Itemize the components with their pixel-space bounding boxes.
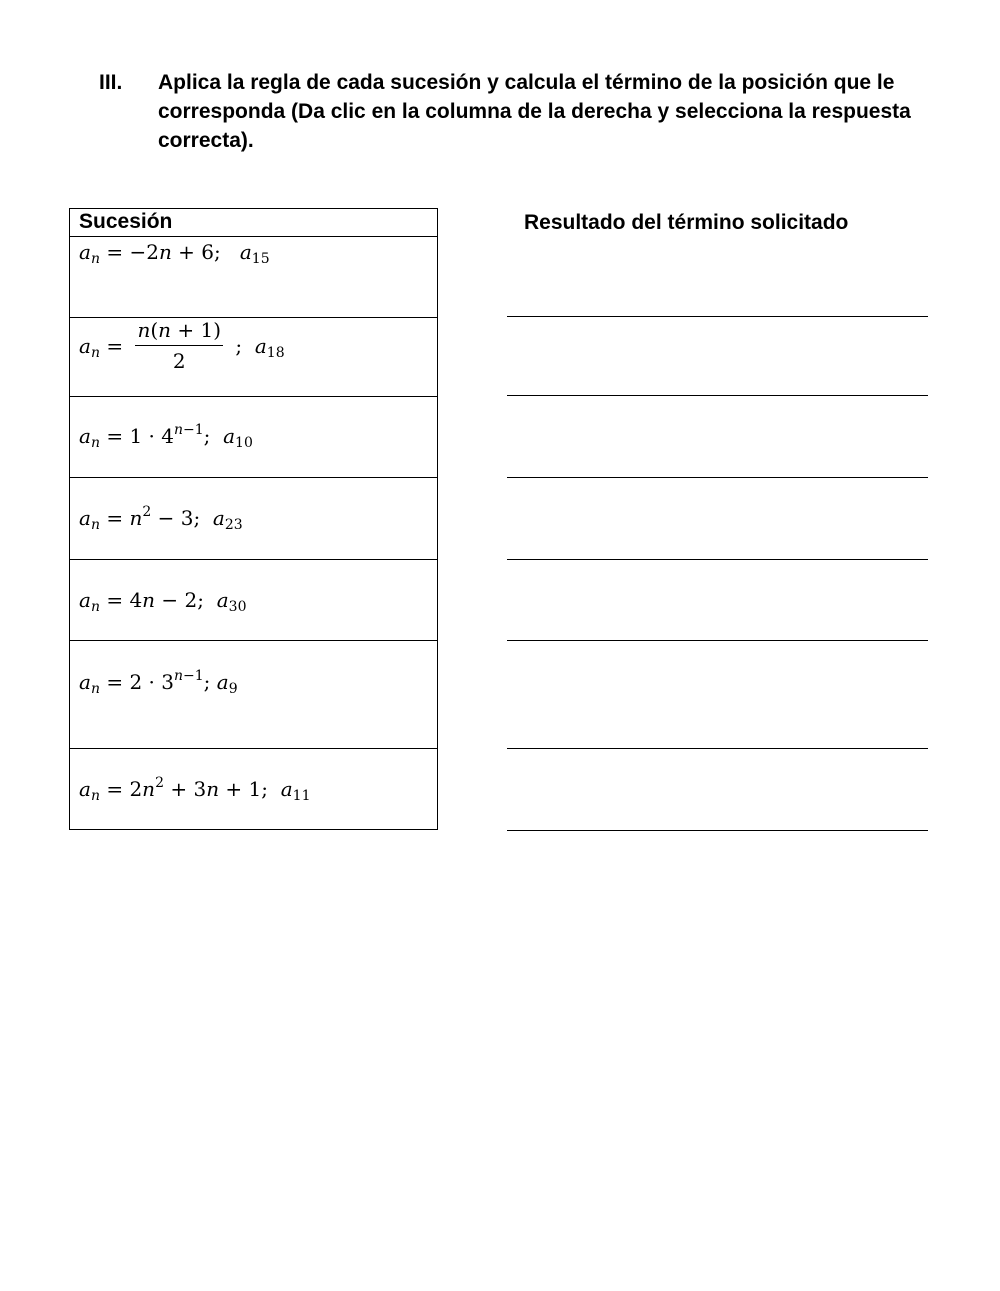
answer-line-5[interactable] bbox=[507, 640, 928, 641]
sequence-formula: $a_n$ = $\frac{n(n + 1)}{2}$ ; $a_{18}$ bbox=[79, 318, 285, 373]
table-row bbox=[70, 318, 437, 397]
answer-line-7[interactable] bbox=[507, 830, 928, 831]
answer-line-6[interactable] bbox=[507, 748, 928, 749]
sequence-formula: $a_n = 1 \cdot 4^{n-1}$; $a_{10}$ bbox=[79, 422, 253, 451]
instruction-heading bbox=[99, 68, 959, 155]
sequence-formula: $a_n = 2n^2 + 3n + 1$; $a_{11}$ bbox=[79, 775, 311, 804]
results-header: Resultado del término solicitado bbox=[524, 211, 849, 234]
instruction-text: Aplica la regla de cada sucesión y calcula el término de la posición que le corresponda (Da clic en la columna de la derecha y selecciona la respuesta correcta). bbox=[158, 71, 911, 152]
table-row bbox=[70, 237, 437, 318]
sequence-formula: $a_n = n^2 - 3$; $a_{23}$ bbox=[79, 504, 243, 533]
table-row bbox=[70, 641, 437, 749]
sequence-formula: $a_n = 2 \cdot 3^{n-1}$; $a_9$ bbox=[79, 668, 238, 697]
sequence-formula: $a_n = 4n - 2$; $a_{30}$ bbox=[79, 588, 247, 615]
sequence-formula: $a_n = -2n + 6$; $a_{15}$ bbox=[79, 240, 270, 267]
table-row bbox=[70, 749, 437, 831]
answer-line-3[interactable] bbox=[507, 477, 928, 478]
section-number: III. bbox=[99, 71, 123, 94]
answer-line-4[interactable] bbox=[507, 559, 928, 560]
table-row bbox=[70, 560, 437, 641]
table-row bbox=[70, 478, 437, 560]
fraction: $\frac{n(n + 1)}{2}$ bbox=[137, 318, 222, 373]
answer-line-1[interactable] bbox=[507, 316, 928, 317]
sequence-table bbox=[69, 208, 438, 830]
table-header: Sucesión bbox=[70, 209, 437, 237]
table-row bbox=[70, 397, 437, 478]
answer-line-2[interactable] bbox=[507, 395, 928, 396]
